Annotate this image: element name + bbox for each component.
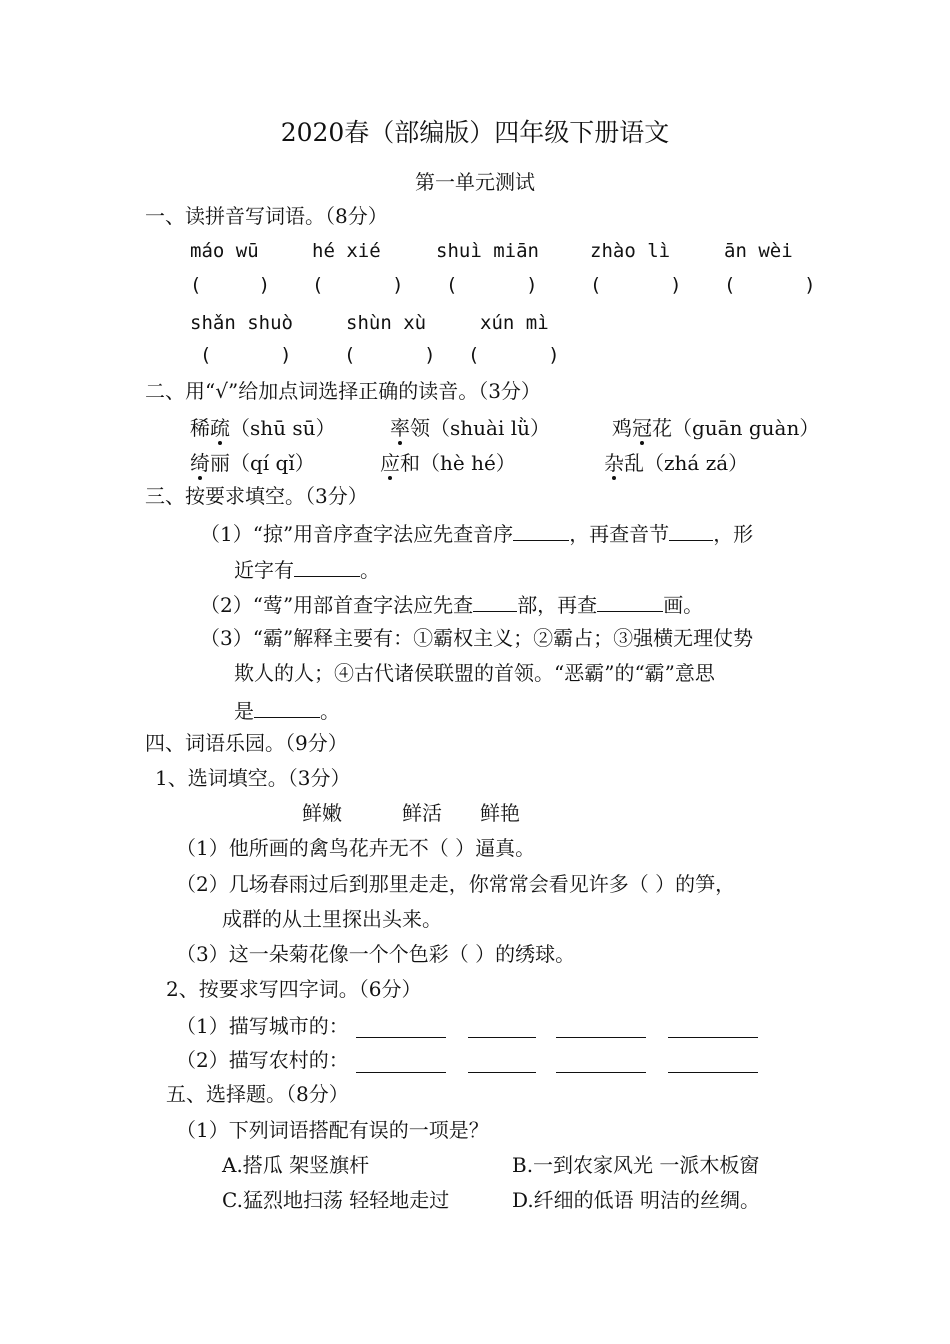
q-text: 画。 (663, 593, 704, 617)
write-blank[interactable] (668, 1072, 758, 1073)
question-3-1 (200, 522, 753, 544)
q-text: （1）“掠”用音序查字法应先查音序 (200, 522, 514, 546)
write-city-label: （1）描写城市的： (176, 1014, 349, 1038)
part-4-1-heading: 1、选词填空。（3分） (155, 766, 351, 790)
reading-options: （shū sū） (230, 416, 336, 440)
choice-question-1: （1）下列词语搭配有误的一项是？ (176, 1118, 489, 1142)
q-text: ，再查音节 (569, 522, 670, 546)
dotted-char: 绮 (190, 451, 210, 475)
fill-question-3[interactable]: （3）这一朵菊花像一个个色彩（ ）的绣球。 (176, 942, 576, 966)
dotted-char: 冠 (632, 416, 652, 440)
fill-question-2-cont: 成群的从土里探出头来。 (222, 907, 442, 931)
page-subtitle: 第一单元测试 (415, 170, 535, 194)
word-pre: 鸡 (612, 416, 632, 440)
section-1-heading: 一、读拼音写词语。（8分） (145, 204, 388, 228)
word-post: 丽 (210, 451, 230, 475)
pinyin-5: ān wèi (724, 240, 793, 262)
section-3-heading: 三、按要求填空。（3分） (145, 484, 368, 508)
word-option-1: 鲜嫩 (302, 801, 342, 825)
write-blank[interactable] (356, 1072, 446, 1073)
fill-blank[interactable] (597, 593, 663, 612)
answer-box-4[interactable]: ( ) (590, 274, 682, 296)
reading-item-3[interactable] (612, 418, 819, 438)
reading-options: （shuài lǜ） (430, 416, 550, 440)
answer-box-2[interactable]: ( ) (312, 274, 404, 296)
page-title: 2020春（部编版）四年级下册语文 (280, 118, 670, 147)
q-text: 。 (360, 558, 380, 582)
pinyin-3: shuì miān (436, 240, 539, 262)
pinyin-1: máo wū (190, 240, 259, 262)
answer-box-3[interactable]: ( ) (446, 274, 538, 296)
write-blank[interactable] (668, 1037, 758, 1038)
word-option-2: 鲜活 (402, 801, 442, 825)
pinyin-2: hé xié (312, 240, 381, 262)
question-3-1-cont (234, 558, 380, 580)
word-post: 和 (400, 451, 420, 475)
question-3-2 (200, 593, 703, 615)
word-pre: 稀 (190, 416, 210, 440)
fill-question-2[interactable]: （2）几场春雨过后到那里走走，你常常会看见许多（ ）的笋， (176, 872, 736, 896)
answer-box-8[interactable]: ( ) (468, 344, 560, 366)
write-blank[interactable] (468, 1037, 536, 1038)
choice-c[interactable]: C.猛烈地扫荡 轻轻地走过 (222, 1188, 450, 1212)
reading-item-2[interactable] (390, 418, 550, 438)
write-blank[interactable] (356, 1037, 446, 1038)
q-text: ，形 (713, 522, 754, 546)
reading-options: （zhá zá） (644, 451, 749, 475)
fill-blank[interactable] (294, 558, 360, 577)
word-post: 乱 (624, 451, 644, 475)
fill-blank[interactable] (473, 593, 517, 612)
answer-box-1[interactable]: ( ) (190, 274, 271, 296)
fill-question-1[interactable]: （1）他所画的禽鸟花卉无不（ ）逼真。 (176, 836, 536, 860)
reading-item-5[interactable] (380, 453, 516, 473)
answer-box-6[interactable]: ( ) (200, 344, 292, 366)
write-village-label: （2）描写农村的： (176, 1048, 349, 1072)
answer-box-5[interactable]: ( ) (724, 274, 816, 296)
reading-item-6[interactable] (604, 453, 748, 473)
choice-d[interactable]: D.纤细的低语 明洁的丝绸。 (512, 1188, 761, 1212)
choice-b[interactable]: B.一到农家风光 一派木板窗 (512, 1153, 760, 1177)
fill-blank[interactable] (513, 522, 569, 541)
section-5-heading: 五、选择题。（8分） (166, 1082, 349, 1106)
answer-box-7[interactable]: ( ) (344, 344, 436, 366)
dotted-char: 率 (390, 416, 410, 440)
question-3-3-cont: 欺人的人；④古代诸侯联盟的首领。“恶霸”的“霸”意思 (234, 661, 715, 685)
pinyin-4: zhào lì (590, 240, 671, 262)
fill-blank[interactable] (669, 522, 713, 541)
q-text: 。 (320, 699, 340, 723)
reading-options: （qí qǐ） (230, 451, 315, 475)
word-option-3: 鲜艳 (480, 801, 520, 825)
dotted-char: 疏 (210, 416, 230, 440)
pinyin-6: shǎn shuò (190, 312, 293, 334)
q-text: 是 (234, 699, 254, 723)
reading-item-1[interactable] (190, 418, 336, 438)
reading-options: （hè hé） (420, 451, 516, 475)
question-3-3-end (234, 699, 340, 721)
reading-item-4[interactable] (190, 453, 315, 473)
write-blank[interactable] (556, 1072, 646, 1073)
part-4-2-heading: 2、按要求写四字词。（6分） (166, 977, 422, 1001)
dotted-char: 应 (380, 451, 400, 475)
choice-a[interactable]: A.搭瓜 架竖旗杆 (222, 1153, 370, 1177)
section-2-heading: 二、用“√”给加点词选择正确的读音。（3分） (145, 379, 541, 403)
pinyin-8: xún mì (480, 312, 549, 334)
q-text: 部，再查 (517, 593, 598, 617)
write-blank[interactable] (468, 1072, 536, 1073)
pinyin-7: shùn xù (346, 312, 427, 334)
question-3-3: （3）“霸”解释主要有：①霸权主义；②霸占；③强横无理仗势 (200, 626, 754, 650)
fill-blank[interactable] (254, 699, 320, 718)
q-text: （2）“莺”用部首查字法应先查 (200, 593, 474, 617)
reading-options: （guān guàn） (672, 416, 820, 440)
write-blank[interactable] (556, 1037, 646, 1038)
word-post: 花 (652, 416, 672, 440)
dotted-char: 杂 (604, 451, 624, 475)
section-4-heading: 四、词语乐园。（9分） (145, 731, 348, 755)
word-post: 领 (410, 416, 430, 440)
q-text: 近字有 (234, 558, 294, 582)
